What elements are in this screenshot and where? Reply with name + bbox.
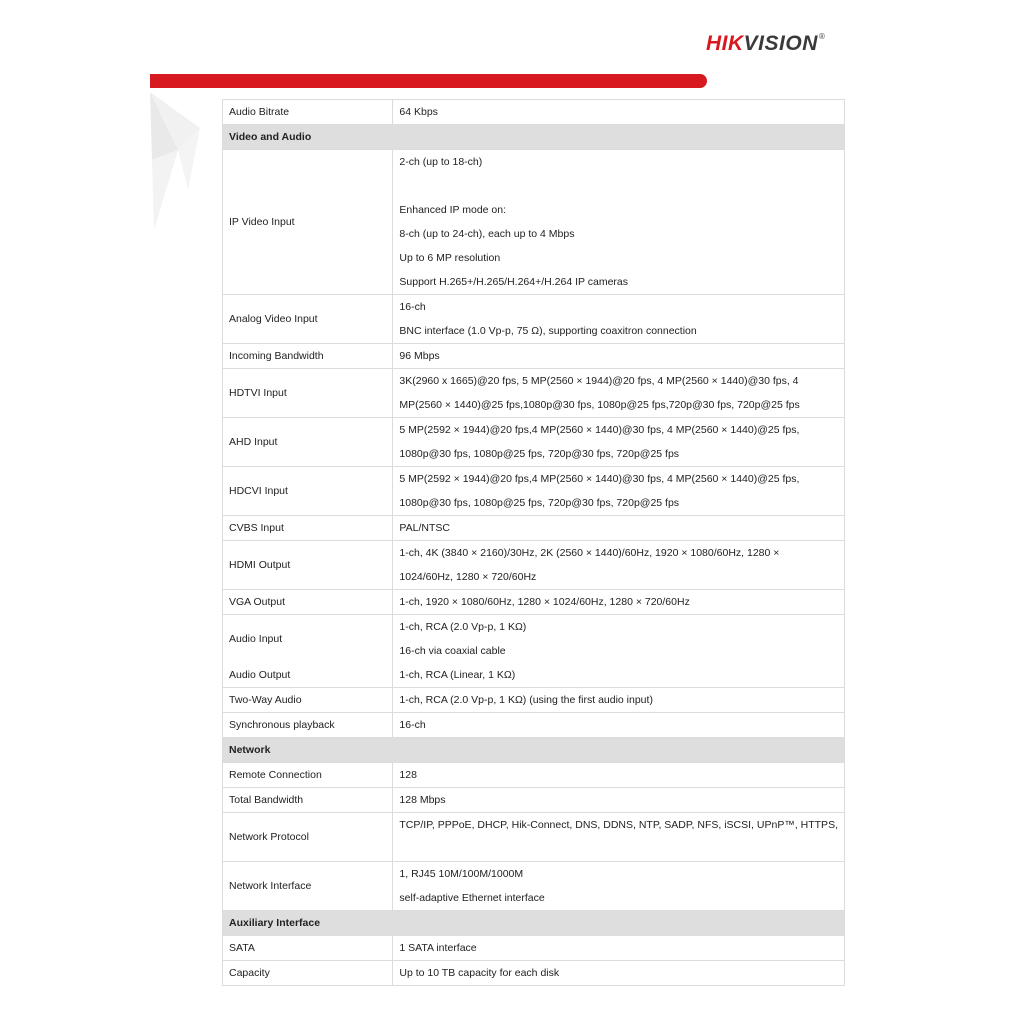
row-value: 96 Mbps: [393, 344, 845, 369]
row-value: 128: [393, 763, 845, 788]
value-line: 5 MP(2592 × 1944)@20 fps,4 MP(2560 × 1440)@30 fps, 4 MP(2560 × 1440)@25 fps,: [399, 473, 800, 485]
logo-text-red: HIK: [706, 32, 744, 55]
value-line: Up to 6 MP resolution: [399, 252, 501, 264]
section-title: Auxiliary Interface: [223, 911, 845, 936]
row-value: 1 SATA interface: [393, 936, 845, 961]
table-row: [223, 763, 845, 788]
table-row: [223, 541, 845, 590]
row-label: Audio Bitrate: [223, 100, 393, 125]
row-label: IP Video Input: [223, 150, 393, 295]
value-line: BNC interface (1.0 Vp-p, 75 Ω), supporting coaxitron connection: [399, 325, 697, 337]
watermark-shape-icon: [148, 90, 208, 240]
value-line: Support H.265+/H.265/H.264+/H.264 IP cameras: [399, 276, 629, 288]
row-label: HDMI Output: [223, 541, 393, 590]
row-label: CVBS Input: [223, 516, 393, 541]
value-line: 5 MP(2592 × 1944)@20 fps,4 MP(2560 × 1440)@30 fps, 4 MP(2560 × 1440)@25 fps,: [399, 424, 800, 436]
row-label: SATA: [223, 936, 393, 961]
row-label: Remote Connection: [223, 763, 393, 788]
value-line: 1080p@30 fps, 1080p@25 fps, 720p@30 fps, 720p@25 fps: [399, 448, 680, 460]
row-value: [393, 813, 845, 862]
value-line: TCP/IP, PPPoE, DHCP, Hik-Connect, DNS, DDNS, NTP, SADP, NFS, iSCSI, UPnP™, HTTPS,: [399, 819, 838, 831]
section-header: [223, 125, 845, 150]
row-value: [393, 467, 845, 516]
row-label: HDTVI Input: [223, 369, 393, 418]
section-title: Network: [223, 738, 845, 763]
row-label: VGA Output: [223, 590, 393, 615]
value-line: 1-ch, 4K (3840 × 2160)/30Hz, 2K (2560 × 1440)/60Hz, 1920 × 1080/60Hz, 1280 ×: [399, 547, 780, 559]
row-label: [223, 615, 393, 688]
value-line: 16-ch via coaxial cable: [399, 645, 506, 657]
table-row: [223, 936, 845, 961]
table-row: [223, 688, 845, 713]
row-value: 128 Mbps: [393, 788, 845, 813]
row-label: Two-Way Audio: [223, 688, 393, 713]
value-line: 16-ch: [399, 301, 426, 313]
value-line: 1-ch, RCA (Linear, 1 KΩ): [399, 669, 516, 681]
row-value: [393, 541, 845, 590]
table-row: [223, 369, 845, 418]
table-row: [223, 516, 845, 541]
table-row: [223, 295, 845, 344]
row-label: Total Bandwidth: [223, 788, 393, 813]
row-value: [393, 862, 845, 911]
section-header: [223, 911, 845, 936]
row-value: Up to 10 TB capacity for each disk: [393, 961, 845, 986]
row-label: Synchronous playback: [223, 713, 393, 738]
row-value: 1-ch, RCA (2.0 Vp-p, 1 KΩ) (using the first audio input): [393, 688, 845, 713]
table-row: [223, 813, 845, 862]
value-line: 8-ch (up to 24-ch), each up to 4 Mbps: [399, 228, 575, 240]
value-line: self-adaptive Ethernet interface: [399, 892, 545, 904]
table-row: [223, 788, 845, 813]
header-red-bar: [150, 74, 707, 88]
table-row: [223, 713, 845, 738]
row-value: 64 Kbps: [393, 100, 845, 125]
value-line: MP(2560 × 1440)@25 fps,1080p@30 fps, 1080p@25 fps,720p@30 fps, 720p@25 fps: [399, 399, 800, 411]
table-row: [223, 961, 845, 986]
section-header: [223, 738, 845, 763]
table-row: [223, 862, 845, 911]
value-line: 1, RJ45 10M/100M/1000M: [399, 868, 524, 880]
value-line: 3K(2960 x 1665)@20 fps, 5 MP(2560 × 1944)@20 fps, 4 MP(2560 × 1440)@30 fps, 4: [399, 375, 799, 387]
row-value: 1-ch, 1920 × 1080/60Hz, 1280 × 1024/60Hz, 1280 × 720/60Hz: [393, 590, 845, 615]
row-label: AHD Input: [223, 418, 393, 467]
row-value: [393, 150, 845, 295]
table-row: [223, 150, 845, 295]
registered-mark: ®: [818, 32, 826, 41]
row-value: [393, 295, 845, 344]
row-label: Incoming Bandwidth: [223, 344, 393, 369]
value-line: 1080p@30 fps, 1080p@25 fps, 720p@30 fps, 720p@25 fps: [399, 497, 680, 509]
table-row: [223, 590, 845, 615]
blank-line: [399, 174, 838, 198]
row-value: [393, 418, 845, 467]
row-value: [393, 615, 845, 688]
row-label: Network Protocol: [223, 813, 393, 862]
table-row: [223, 100, 845, 125]
value-line: 1-ch, RCA (2.0 Vp-p, 1 KΩ): [399, 621, 527, 633]
row-label: Capacity: [223, 961, 393, 986]
blank-line: [399, 837, 838, 861]
row-label: Analog Video Input: [223, 295, 393, 344]
label-line: Audio Input: [229, 633, 283, 645]
row-label: Network Interface: [223, 862, 393, 911]
value-line: 1024/60Hz, 1280 × 720/60Hz: [399, 571, 537, 583]
label-line: Audio Output: [229, 669, 291, 681]
logo-text-dark: VISION: [743, 32, 818, 55]
row-value: 16-ch: [393, 713, 845, 738]
hikvision-logo: [706, 32, 825, 56]
row-value: [393, 369, 845, 418]
value-line: Enhanced IP mode on:: [399, 204, 507, 216]
section-title: Video and Audio: [223, 125, 845, 150]
spec-table: [222, 99, 845, 986]
table-row: [223, 344, 845, 369]
table-row: [223, 615, 845, 688]
value-line: 2-ch (up to 18-ch): [399, 156, 483, 168]
row-label: HDCVI Input: [223, 467, 393, 516]
table-row: [223, 467, 845, 516]
table-row: [223, 418, 845, 467]
row-value: PAL/NTSC: [393, 516, 845, 541]
